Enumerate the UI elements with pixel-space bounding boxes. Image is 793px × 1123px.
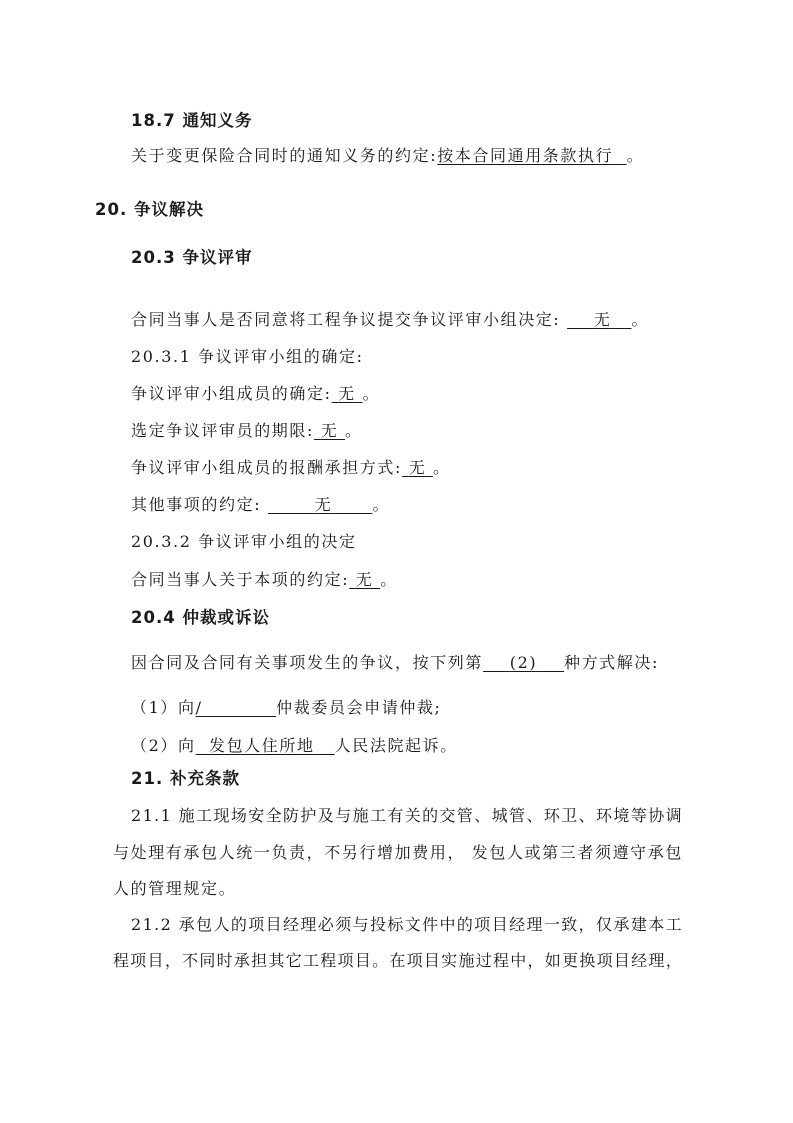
clause-21-1-line-2: 与处理有承包人统一负责，不另行增加费用， 发包人或第三者须遵守承包 xyxy=(113,843,683,862)
clause-21-1-line-3: 人的管理规定。 xyxy=(113,879,237,898)
review-agree-line: 合同当事人是否同意将工程争议提交争议评审小组决定: 无 。 xyxy=(131,310,650,329)
decision-line: 合同当事人关于本项的约定: 无 。 xyxy=(131,570,398,589)
option-1-value: / xyxy=(195,698,203,717)
notice-obligation-line: 关于变更保险合同时的通知义务的约定:按本合同通用条款执行 。 xyxy=(131,146,645,165)
section-20-3-heading: 20.3 争议评审 xyxy=(131,248,253,267)
fee-line: 争议评审小组成员的报酬承担方式: 无 。 xyxy=(131,458,451,477)
option-2-value: 发包人住所地 xyxy=(208,736,315,755)
dispute-method-value: (2) xyxy=(509,653,538,672)
period-value: 无 xyxy=(320,421,339,440)
clause-21-1-line-1: 21.1 施工现场安全防护及与施工有关的交管、城管、环卫、环境等协调 xyxy=(131,806,683,825)
section-21-heading: 21. 补充条款 xyxy=(131,769,240,788)
section-20-3-2-title: 20.3.2 争议评审小组的决定 xyxy=(131,532,357,551)
notice-obligation-label: 关于变更保险合同时的通知义务的约定: xyxy=(131,146,438,165)
decision-value: 无 xyxy=(355,570,374,589)
section-20-3-1-title: 20.3.1 争议评审小组的确定: xyxy=(131,347,364,366)
section-18-7-heading: 18.7 通知义务 xyxy=(131,111,253,130)
notice-obligation-value: 按本合同通用条款执行 xyxy=(437,146,614,165)
review-agree-value: 无 xyxy=(593,310,612,329)
clause-21-2-line-1: 21.2 承包人的项目经理必须与投标文件中的项目经理一致，仅承建本工 xyxy=(131,915,683,934)
option-2-line: （2）向 发包人住所地 人民法院起诉。 xyxy=(131,736,458,755)
clause-21-2-line-2: 程项目，不同时承担其它工程项目。在项目实施过程中，如更换项目经理， xyxy=(113,951,683,970)
members-line: 争议评审小组成员的确定: 无 。 xyxy=(131,384,381,403)
other-matters-value: 无 xyxy=(314,495,333,514)
option-1-line: （1）向/ 仲裁委员会申请仲裁; xyxy=(131,698,442,717)
period-line: 选定争议评审员的期限: 无 。 xyxy=(131,421,363,440)
section-20-heading: 20. 争议解决 xyxy=(95,200,204,219)
dispute-method-line: 因合同及合同有关事项发生的争议，按下列第 (2) 种方式解决: xyxy=(131,653,659,672)
other-matters-line: 其他事项的约定: 无 。 xyxy=(131,495,391,514)
fee-value: 无 xyxy=(408,458,427,477)
members-value: 无 xyxy=(338,384,356,403)
section-20-4-heading: 20.4 仲裁或诉讼 xyxy=(131,608,270,627)
